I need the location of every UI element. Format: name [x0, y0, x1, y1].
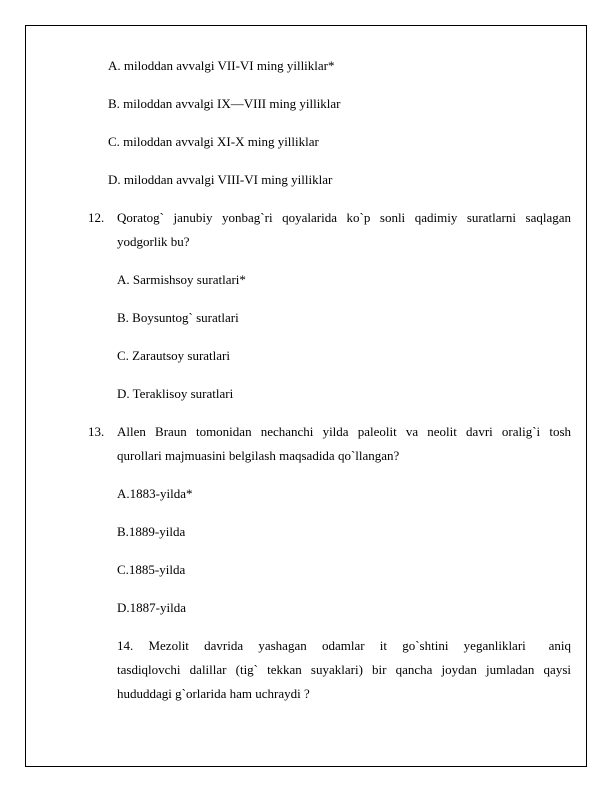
q12-option-d: D. Teraklisoy suratlari	[117, 386, 234, 401]
q12-option-c: C. Zarautsoy suratlari	[117, 348, 230, 363]
q14-text-line2: tasdiqlovchi dalillar (tig` tekkan suyaklari) bir qancha joydan jumladan qaysi	[117, 662, 571, 677]
q13-text-line2: qurollari majmuasini belgilash maqsadida qo`llangan?	[117, 448, 400, 463]
q13-number: 13.	[88, 424, 105, 439]
q13-option-a: A.1883-yilda*	[117, 486, 193, 501]
q12-text-line2: yodgorlik bu?	[117, 234, 190, 249]
q14-text-line1: 14. Mezolit davrida yashagan odamlar it go`shtini yeganliklari aniq	[117, 638, 571, 653]
q11-option-b: B. miloddan avvalgi IX—VIII ming yilliklar	[108, 96, 341, 111]
q13-option-b: B.1889-yilda	[117, 524, 186, 539]
q13-option-c: C.1885-yilda	[117, 562, 186, 577]
q14-text-line3: hududdagi g`orlarida ham uchraydi ?	[117, 686, 310, 701]
q11-option-d: D. miloddan avvalgi VIII-VI ming yilliklar	[108, 172, 333, 187]
q11-option-c: C. miloddan avvalgi XI-X ming yilliklar	[108, 134, 319, 149]
q12-number: 12.	[88, 210, 105, 225]
q12-option-b: B. Boysuntog` suratlari	[117, 310, 239, 325]
q12-text-line1: Qoratog` janubiy yonbag`ri qoyalarida ko`p sonli qadimiy suratlarni saqlagan	[117, 210, 571, 225]
q11-option-a: A. miloddan avvalgi VII-VI ming yilliklar*	[108, 58, 335, 73]
q13-text-line1: Allen Braun tomonidan nechanchi yilda paleolit va neolit davri oralig`i tosh	[117, 424, 571, 439]
q12-option-a: A. Sarmishsoy suratlari*	[117, 272, 246, 287]
q13-option-d: D.1887-yilda	[117, 600, 186, 615]
